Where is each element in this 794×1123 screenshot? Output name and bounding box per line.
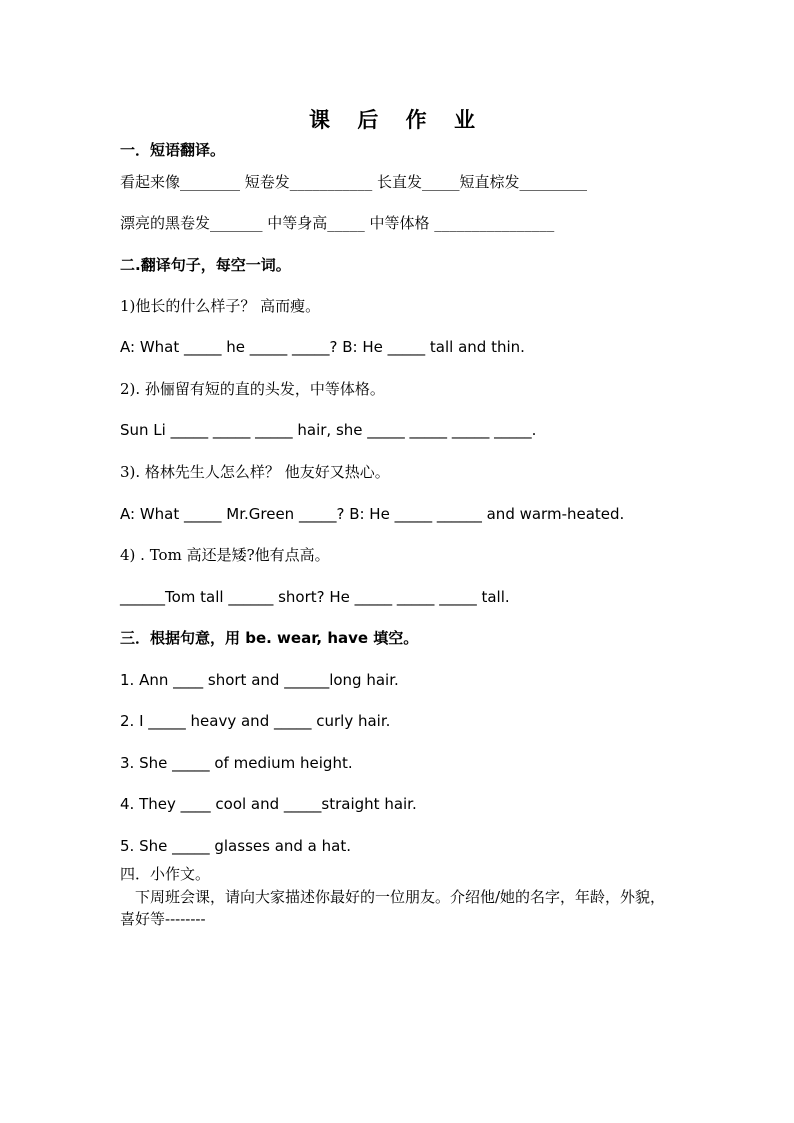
section1-heading: 一．短语翻译。 [120, 141, 226, 159]
section2-q3-chinese: 3). 格林先生人怎么样？ 他友好又热心。 [120, 463, 390, 481]
section2-q2-english: Sun Li _____ _____ _____ hair, she _____ _____ _____ _____. [120, 421, 537, 439]
section2-q3-english: A: What _____ Mr.Green _____? B: He _____ ______ and warm-heated. [120, 505, 625, 523]
section3-item: 4. They ____ cool and _____straight hair. [120, 795, 417, 813]
section2-q1-chinese: 1)他长的什么样子？ 高而瘦。 [120, 297, 321, 315]
section1-row2: 漂亮的黑卷发_______ 中等身高_____ 中等体格 ________________ [120, 214, 555, 232]
section2-heading: 二.翻译句子，每空一词。 [120, 256, 291, 274]
section4-prompt: 下周班会课，请向大家描述你最好的一位朋友。介绍他/她的名字，年龄，外貌，喜好等-------- [120, 888, 666, 928]
section2-q1-english: A: What _____ he _____ _____? B: He _____ tall and thin. [120, 338, 525, 356]
section2-q2-chinese: 2). 孙俪留有短的直的头发，中等体格。 [120, 380, 385, 398]
page-title: 课 后 作 业 [309, 107, 485, 132]
section3-item: 3. She _____ of medium height. [120, 754, 353, 772]
section3-heading: 三．根据句意，用 be. wear, have 填空。 [120, 629, 419, 647]
section3-item: 5. She _____ glasses and a hat. [120, 837, 351, 855]
section1-row1: 看起来像________ 短卷发___________ 长直发_____短直棕发_________ [120, 173, 588, 191]
section2-q4-chinese: 4) . Tom 高还是矮?他有点高。 [120, 546, 330, 564]
section4-heading: 四．小作文。 [120, 865, 211, 883]
section3-item: 1. Ann ____ short and ______long hair. [120, 671, 399, 689]
section3-item: 2. I _____ heavy and _____ curly hair. [120, 712, 391, 730]
section2-q4-english: ______Tom tall ______ short? He _____ _____ _____ tall. [120, 588, 510, 606]
